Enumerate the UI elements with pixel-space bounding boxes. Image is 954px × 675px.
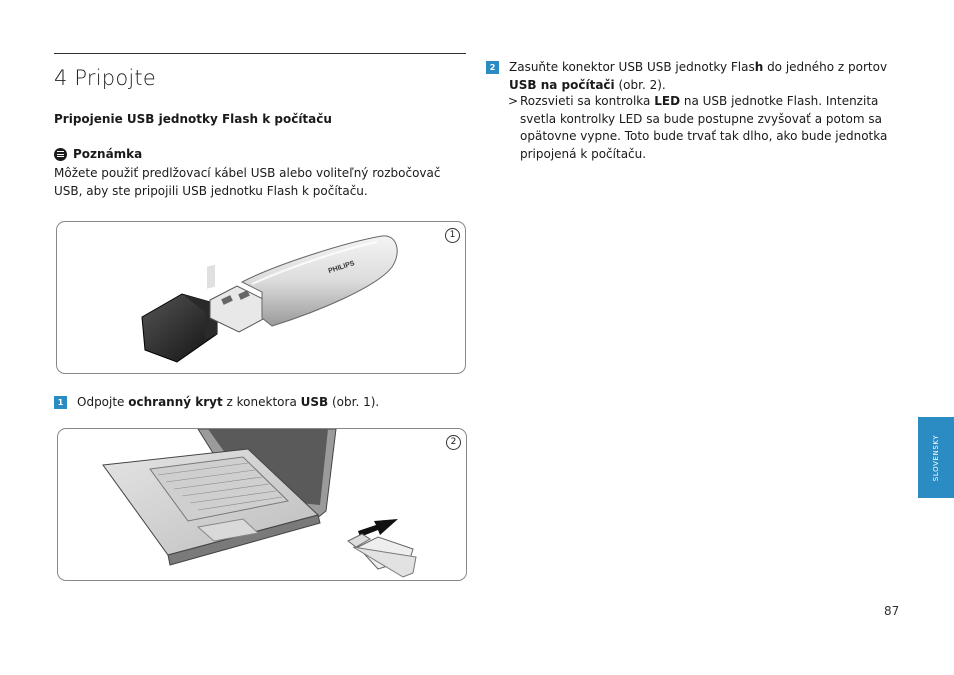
result-marker: >	[508, 94, 519, 108]
result-text-bold: LED	[654, 94, 681, 108]
laptop-illustration	[58, 429, 466, 580]
figure-number: 2	[446, 435, 461, 450]
insert-arrow-shape	[358, 519, 398, 537]
usb-connector-shape	[210, 286, 265, 332]
header-rule	[54, 53, 466, 54]
page-number: 87	[884, 604, 900, 618]
step-text: (obr. 1).	[328, 395, 380, 409]
section-title: 4 Pripojte	[54, 66, 156, 90]
note-heading	[54, 147, 142, 161]
step-2-result	[508, 93, 908, 163]
note-icon	[54, 148, 67, 161]
step-1	[54, 394, 379, 412]
usb-body-shape	[242, 236, 397, 326]
note-text: Môžete použiť predlžovací kábel USB alebo voliteľný rozbočovač USB, aby ste pripojili USB jednotku Flash k počítaču.	[54, 166, 441, 198]
result-text: na USB jednotke Flash. Intenzita svetla kontrolky LED sa bude postupne zvyšovať a potom sa opätovne vypne. Toto bude trvať tak dlho, ako bude jednotka pripojená k počítaču.	[520, 94, 888, 161]
step-2	[486, 59, 919, 94]
usb-cap-shape	[142, 265, 217, 362]
subheading: Pripojenie USB jednotky Flash k počítaču	[54, 112, 332, 126]
step-text: Odpojte	[77, 395, 129, 409]
step-text-bold: USB na počítači	[509, 77, 615, 92]
language-tab-label: SLOVENSKY	[932, 434, 940, 481]
note-label: Poznámka	[73, 147, 143, 161]
figure-number: 1	[445, 228, 460, 243]
step-text: Zasuňte konektor USB USB jednotky Flas	[509, 60, 755, 74]
language-tab	[918, 417, 954, 498]
step-text: do jedného z portov	[763, 60, 888, 74]
figure-2	[57, 428, 467, 581]
step-text: z konektora	[222, 395, 301, 409]
brand-logo: PHILIPS	[327, 260, 356, 276]
usb-flash-drive-illustration	[57, 222, 465, 373]
step-text-bold: ochranný kryt	[128, 395, 223, 409]
step-number-badge: 1	[54, 396, 67, 409]
figure-1	[56, 221, 466, 374]
result-text: Rozsvieti sa kontrolka	[520, 94, 655, 108]
step-text: (obr. 2).	[614, 77, 666, 92]
step-text-bold: h	[754, 60, 764, 74]
step-text-bold: USB	[300, 395, 329, 409]
step-number-badge: 2	[486, 61, 499, 74]
